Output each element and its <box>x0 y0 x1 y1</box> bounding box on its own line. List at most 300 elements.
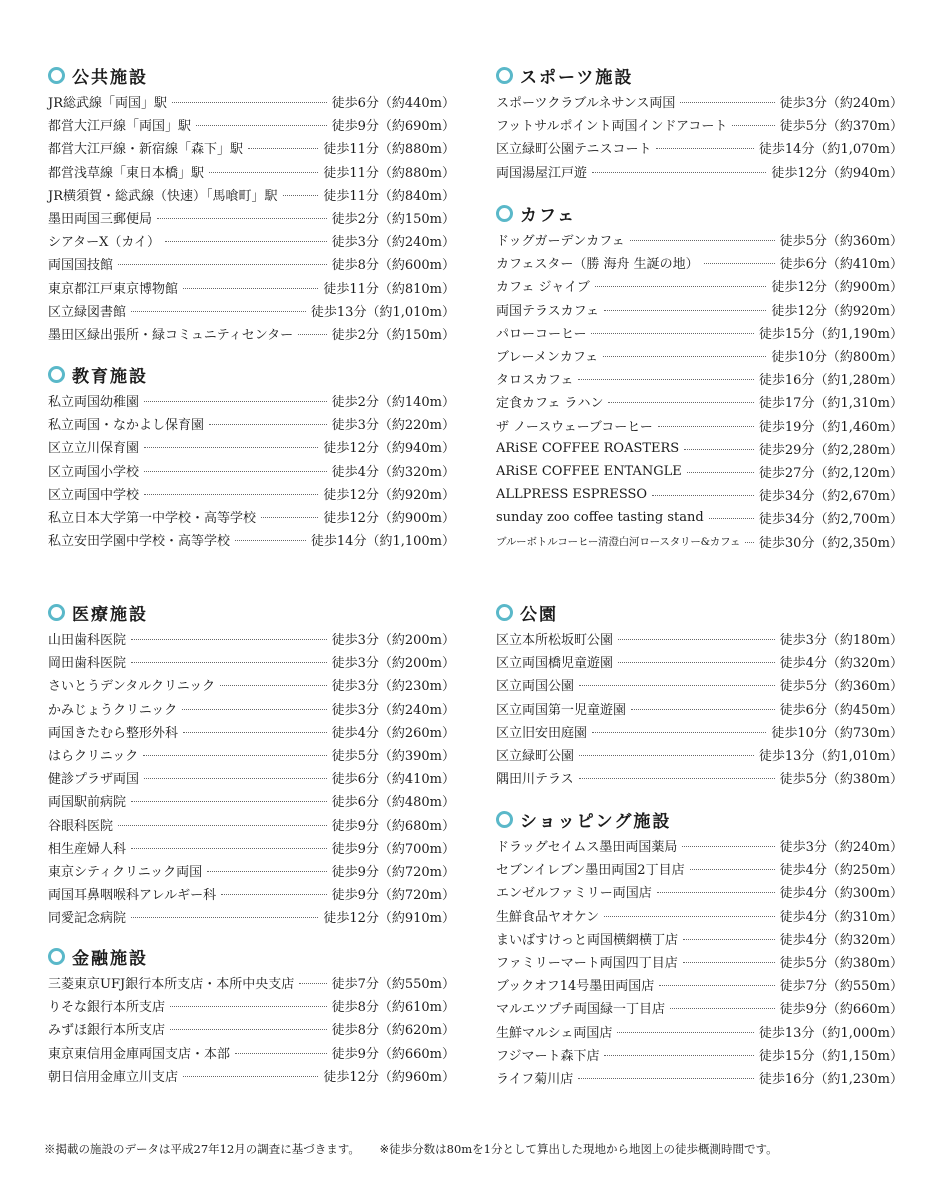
walk-distance: 徒歩3分（約200m） <box>331 633 455 649</box>
dot-leader <box>144 494 318 495</box>
walk-distance: 徒歩4分（約310m） <box>779 909 903 925</box>
walk-distance: 徒歩3分（約200m） <box>331 656 455 672</box>
walk-distance: 徒歩4分（約260m） <box>331 725 455 741</box>
facility-row <box>48 627 455 650</box>
facility-name: ALLPRESS ESPRESSO <box>496 487 648 503</box>
facility-name: 健診プラザ両国 <box>48 772 140 788</box>
dot-leader <box>131 801 327 802</box>
walk-distance: 徒歩13分（約1,010m） <box>758 749 903 765</box>
walk-distance: 徒歩12分（約910m） <box>323 911 455 927</box>
section-park <box>496 599 903 789</box>
dot-leader <box>235 1053 327 1054</box>
walk-distance: 徒歩6分（約450m） <box>779 702 903 718</box>
facility-row <box>496 697 903 720</box>
dot-leader <box>683 962 775 963</box>
dot-leader <box>657 892 775 893</box>
dot-leader <box>630 240 775 241</box>
walk-distance: 徒歩8分（約600m） <box>331 258 455 274</box>
ring-bullet-icon <box>496 604 513 621</box>
dot-leader <box>172 102 327 103</box>
facility-row <box>48 252 455 275</box>
facility-name: JR横須賀・総武線（快速）「馬喰町」駅 <box>48 188 278 204</box>
facility-row <box>48 882 455 905</box>
facility-name: 区立両国小学校 <box>48 464 140 480</box>
walk-distance: 徒歩5分（約380m） <box>779 772 903 788</box>
walk-distance: 徒歩3分（約220m） <box>331 418 455 434</box>
section-header <box>496 806 903 832</box>
dot-leader <box>118 825 327 826</box>
walk-distance: 徒歩4分（約320m） <box>779 932 903 948</box>
facility-row <box>496 228 903 251</box>
facility-row <box>496 1020 903 1043</box>
walk-distance: 徒歩12分（約940m） <box>771 165 903 181</box>
facility-name: パローコーヒー <box>496 326 587 342</box>
walk-distance: 徒歩4分（約300m） <box>779 886 903 902</box>
ring-bullet-icon <box>496 811 513 828</box>
section-medical <box>48 599 455 928</box>
section-title: 公園 <box>520 604 558 625</box>
walk-distance: 徒歩4分（約250m） <box>779 863 903 879</box>
facility-name: ARiSE COFFEE ROASTERS <box>496 440 680 456</box>
facility-name: 東京シティクリニック両国 <box>48 864 203 880</box>
walk-distance: 徒歩13分（約1,000m） <box>758 1025 903 1041</box>
walk-distance: 徒歩5分（約360m） <box>779 234 903 250</box>
facility-row <box>496 927 903 950</box>
walk-distance: 徒歩3分（約180m） <box>779 633 903 649</box>
facility-row <box>496 90 903 113</box>
facility-name: 私立安田学園中学校・高等学校 <box>48 534 231 550</box>
dot-leader <box>183 288 318 289</box>
walk-distance: 徒歩29分（約2,280m） <box>758 442 903 458</box>
facility-row <box>496 996 903 1019</box>
facility-name: シアターX（カイ） <box>48 235 160 251</box>
dot-leader <box>604 310 766 311</box>
facility-name: フットサルポイント両国インドアコート <box>496 119 728 135</box>
walk-distance: 徒歩5分（約380m） <box>779 956 903 972</box>
section-title: スポーツ施設 <box>520 67 634 88</box>
dot-leader <box>144 471 327 472</box>
section-header <box>48 943 455 969</box>
footer-note-walk-time: ※徒歩分数は80mを1分として算出した現地から地図上の徒歩概測時間です。 <box>379 1142 778 1156</box>
facility-row <box>496 367 903 390</box>
facility-name: 隅田川テラス <box>496 772 574 788</box>
walk-distance: 徒歩11分（約880m） <box>323 165 455 181</box>
walk-distance: 徒歩9分（約660m） <box>331 1046 455 1062</box>
walk-distance: 徒歩12分（約960m） <box>323 1069 455 1085</box>
facility-row <box>496 483 903 506</box>
facility-row <box>496 506 903 529</box>
facility-name: 同愛記念病院 <box>48 911 127 927</box>
walk-distance: 徒歩3分（約240m） <box>331 235 455 251</box>
facility-row <box>48 322 455 345</box>
facility-name: エンゼルファミリー両国店 <box>496 886 652 902</box>
walk-distance: 徒歩3分（約240m） <box>779 840 903 856</box>
walk-distance: 徒歩12分（約900m） <box>771 280 903 296</box>
walk-distance: 徒歩8分（約620m） <box>331 1023 455 1039</box>
walk-distance: 徒歩7分（約550m） <box>779 979 903 995</box>
walk-distance: 徒歩2分（約150m） <box>331 212 455 228</box>
dot-leader <box>579 685 775 686</box>
facility-name: フジマート森下店 <box>496 1048 600 1064</box>
walk-distance: 徒歩8分（約610m） <box>331 1000 455 1016</box>
facility-row <box>48 482 455 505</box>
section-cafe <box>496 200 903 553</box>
facility-row <box>48 836 455 859</box>
ring-bullet-icon <box>48 604 65 621</box>
facility-name: 両国テラスカフェ <box>496 303 599 319</box>
walk-distance: 徒歩5分（約360m） <box>779 679 903 695</box>
facility-name: 両国湯屋江戸遊 <box>496 165 588 181</box>
dot-leader <box>604 1055 753 1056</box>
dot-leader <box>656 148 753 149</box>
dot-leader <box>183 732 327 733</box>
dot-leader <box>131 662 327 663</box>
dot-leader <box>704 263 775 264</box>
facility-name: 岡田歯科医院 <box>48 656 127 672</box>
facility-name: ARiSE COFFEE ENTANGLE <box>496 463 682 479</box>
facility-name: 区立緑町公園 <box>496 749 575 765</box>
facility-row <box>496 720 903 743</box>
facility-name: りそな銀行本所支店 <box>48 1000 166 1016</box>
facility-row <box>496 673 903 696</box>
ring-bullet-icon <box>48 366 65 383</box>
facility-name: カフェ ジャイブ <box>496 280 590 296</box>
facility-name: 墨田両国三郵便局 <box>48 212 153 228</box>
facility-name: ドッグガーデンカフェ <box>496 234 625 250</box>
facility-name: ファミリーマート両国四丁目店 <box>496 956 678 972</box>
facility-row <box>48 994 455 1017</box>
facility-row <box>48 789 455 812</box>
facility-row <box>48 229 455 252</box>
ring-bullet-icon <box>496 67 513 84</box>
facility-row <box>496 627 903 650</box>
section-header <box>496 62 903 88</box>
facility-name: 谷眼科医院 <box>48 818 114 834</box>
section-header <box>496 200 903 226</box>
facility-name: ライフ菊川店 <box>496 1071 574 1087</box>
dot-leader <box>592 172 766 173</box>
dot-leader <box>658 426 754 427</box>
facility-row <box>48 459 455 482</box>
dot-leader <box>170 1029 327 1030</box>
section-sports <box>496 62 903 183</box>
facility-row <box>496 113 903 136</box>
walk-distance: 徒歩2分（約150m） <box>331 327 455 343</box>
dot-leader <box>209 424 327 425</box>
walk-distance: 徒歩13分（約1,010m） <box>310 304 455 320</box>
dot-leader <box>248 148 318 149</box>
dot-leader <box>143 755 326 756</box>
dot-leader <box>709 518 754 519</box>
footer-note-survey: ※掲載の施設のデータは平成27年12月の調査に基づきます。 <box>44 1142 360 1156</box>
facility-name: 区立本所松坂町公園 <box>496 633 614 649</box>
ring-bullet-icon <box>48 67 65 84</box>
walk-distance: 徒歩4分（約320m） <box>779 656 903 672</box>
dot-leader <box>604 916 774 917</box>
facility-row <box>496 950 903 973</box>
dot-leader <box>170 1006 327 1007</box>
facility-row <box>496 1043 903 1066</box>
walk-distance: 徒歩27分（約2,120m） <box>758 465 903 481</box>
facility-name: スポーツクラブルネサンス両国 <box>496 96 676 112</box>
dot-leader <box>131 917 318 918</box>
section-title: 教育施設 <box>72 366 148 387</box>
walk-distance: 徒歩7分（約550m） <box>331 977 455 993</box>
dot-leader <box>683 939 775 940</box>
dot-leader <box>595 286 766 287</box>
walk-distance: 徒歩9分（約680m） <box>331 818 455 834</box>
walk-distance: 徒歩5分（約390m） <box>331 749 455 765</box>
walk-distance: 徒歩5分（約370m） <box>779 119 903 135</box>
dot-leader <box>578 1078 754 1079</box>
facility-row <box>496 274 903 297</box>
facility-row <box>496 390 903 413</box>
facility-name: みずほ銀行本所支店 <box>48 1023 166 1039</box>
facility-name: 生鮮食品ヤオケン <box>496 909 600 925</box>
facility-row <box>496 973 903 996</box>
dot-leader <box>131 639 327 640</box>
walk-distance: 徒歩6分（約480m） <box>331 795 455 811</box>
facility-name: 両国きたむら整形外科 <box>48 725 179 741</box>
facility-row <box>48 528 455 551</box>
facility-name: 相生産婦人科 <box>48 841 127 857</box>
facility-name: 区立緑図書館 <box>48 304 127 320</box>
facility-name: ザ ノースウェーブコーヒー <box>496 419 653 435</box>
dot-leader <box>684 449 754 450</box>
facility-name: 三菱東京UFJ銀行本所支店・本所中央支店 <box>48 977 295 993</box>
walk-distance: 徒歩14分（約1,070m） <box>758 142 903 158</box>
dot-leader <box>579 778 775 779</box>
walk-distance: 徒歩10分（約730m） <box>771 725 903 741</box>
facility-row <box>48 1064 455 1087</box>
facility-name: 都営浅草線「東日本橋」駅 <box>48 165 205 181</box>
facility-name: ブックオフ14号墨田両国店 <box>496 979 655 995</box>
facility-name: タロスカフェ <box>496 373 574 389</box>
dot-leader <box>603 356 766 357</box>
facility-row <box>496 251 903 274</box>
facility-row <box>48 673 455 696</box>
section-public <box>48 62 455 345</box>
walk-distance: 徒歩16分（約1,230m） <box>758 1071 903 1087</box>
facility-name: かみじょうクリニック <box>48 702 178 718</box>
facility-name: さいとうデンタルクリニック <box>48 679 216 695</box>
section-header <box>496 599 903 625</box>
dot-leader <box>682 846 774 847</box>
facility-row <box>496 529 903 552</box>
walk-distance: 徒歩4分（約320m） <box>331 464 455 480</box>
dot-leader <box>118 264 327 265</box>
dot-leader <box>745 542 754 543</box>
facility-name: 墨田区緑出張所・緑コミュニティセンター <box>48 327 294 343</box>
dot-leader <box>687 472 754 473</box>
dot-leader <box>680 102 774 103</box>
dot-leader <box>659 985 774 986</box>
dot-leader <box>617 1032 753 1033</box>
facility-name: 生鮮マルシェ両国店 <box>496 1025 613 1041</box>
facility-row <box>48 113 455 136</box>
facility-row <box>48 183 455 206</box>
facility-row <box>48 905 455 928</box>
section-title: カフェ <box>520 205 577 226</box>
facility-name: 東京都江戸東京博物館 <box>48 281 179 297</box>
dot-leader <box>144 778 327 779</box>
walk-distance: 徒歩6分（約410m） <box>779 257 903 273</box>
dot-leader <box>631 709 775 710</box>
facility-row <box>496 344 903 367</box>
facility-name: 定食カフェ ラハン <box>496 396 604 412</box>
walk-distance: 徒歩15分（約1,190m） <box>758 326 903 342</box>
dot-leader <box>578 379 754 380</box>
facility-row <box>48 766 455 789</box>
facility-row <box>496 298 903 321</box>
facility-name: 両国駅前病院 <box>48 795 127 811</box>
facility-row <box>48 1041 455 1064</box>
facility-row <box>48 743 455 766</box>
facility-name: 私立日本大学第一中学校・高等学校 <box>48 511 257 527</box>
walk-distance: 徒歩11分（約810m） <box>323 281 455 297</box>
facility-row <box>48 650 455 673</box>
walk-distance: 徒歩9分（約700m） <box>331 841 455 857</box>
facility-name: カフェスター（勝 海舟 生誕の地） <box>496 257 699 273</box>
section-title: 金融施設 <box>72 948 148 969</box>
facility-row <box>48 813 455 836</box>
facility-name: 両国耳鼻咽喉科アレルギー科 <box>48 888 217 904</box>
walk-distance: 徒歩12分（約940m） <box>323 441 455 457</box>
walk-distance: 徒歩9分（約720m） <box>331 864 455 880</box>
facility-row <box>48 389 455 412</box>
section-title: 公共施設 <box>72 67 148 88</box>
facility-row <box>496 1066 903 1089</box>
walk-distance: 徒歩3分（約240m） <box>779 96 903 112</box>
facility-row <box>48 136 455 159</box>
ring-bullet-icon <box>496 205 513 222</box>
walk-distance: 徒歩9分（約690m） <box>331 119 455 135</box>
dot-leader <box>220 685 326 686</box>
facility-row <box>496 834 903 857</box>
walk-distance: 徒歩34分（約2,700m） <box>758 512 903 528</box>
dot-leader <box>670 1008 775 1009</box>
walk-distance: 徒歩17分（約1,310m） <box>758 396 903 412</box>
dot-leader <box>144 401 327 402</box>
section-education <box>48 361 455 551</box>
facility-name: ドラッグセイムス墨田両国薬局 <box>496 840 678 856</box>
facility-row <box>48 412 455 435</box>
section-title: 医療施設 <box>72 604 148 625</box>
dot-leader <box>732 125 774 126</box>
dot-leader <box>690 869 775 870</box>
walk-distance: 徒歩3分（約240m） <box>331 702 455 718</box>
facility-name: JR総武線「両国」駅 <box>48 96 167 112</box>
facility-row <box>48 505 455 528</box>
facility-row <box>48 1017 455 1040</box>
dot-leader <box>165 241 327 242</box>
facility-name: 都営大江戸線「両国」駅 <box>48 119 192 135</box>
walk-distance: 徒歩15分（約1,150m） <box>758 1048 903 1064</box>
dot-leader <box>591 333 753 334</box>
walk-distance: 徒歩6分（約440m） <box>331 96 455 112</box>
dot-leader <box>283 195 319 196</box>
ring-bullet-icon <box>48 948 65 965</box>
facility-name: セブンイレブン墨田両国2丁目店 <box>496 863 685 879</box>
facility-row <box>496 460 903 483</box>
facility-row <box>496 160 903 183</box>
walk-distance: 徒歩9分（約720m） <box>331 888 455 904</box>
walk-distance: 徒歩10分（約800m） <box>771 350 903 366</box>
dot-leader <box>592 732 766 733</box>
facility-row <box>496 437 903 460</box>
facility-name: sunday zoo coffee tasting stand <box>496 510 704 526</box>
facility-name: 区立両国第一児童遊園 <box>496 702 627 718</box>
facility-row <box>48 971 455 994</box>
facility-row <box>496 880 903 903</box>
facility-row <box>48 160 455 183</box>
dot-leader <box>618 662 775 663</box>
walk-distance: 徒歩12分（約920m） <box>771 303 903 319</box>
section-header <box>48 599 455 625</box>
facility-row <box>48 720 455 743</box>
walk-distance: 徒歩9分（約660m） <box>779 1002 903 1018</box>
dot-leader <box>183 1076 318 1077</box>
walk-distance: 徒歩30分（約2,350m） <box>758 535 903 551</box>
facility-name: 東京東信用金庫両国支店・本部 <box>48 1046 231 1062</box>
facility-row <box>496 904 903 927</box>
section-header <box>48 361 455 387</box>
facility-name: 都営大江戸線・新宿線「森下」駅 <box>48 142 244 158</box>
facility-row <box>496 743 903 766</box>
facility-name: 私立両国幼稚園 <box>48 395 140 411</box>
facility-name: まいばすけっと両国横網横丁店 <box>496 932 679 948</box>
facility-row <box>496 136 903 159</box>
facility-name: 区立両国公園 <box>496 679 575 695</box>
facility-name: マルエツプチ両国緑一丁目店 <box>496 1002 666 1018</box>
section-finance <box>48 943 455 1087</box>
walk-distance: 徒歩11分（約880m） <box>323 142 455 158</box>
facility-row <box>496 766 903 789</box>
dot-leader <box>182 709 326 710</box>
facility-name: 区立立川保育園 <box>48 441 140 457</box>
facility-name: 私立両国・なかよし保育園 <box>48 418 205 434</box>
facility-row <box>48 276 455 299</box>
facility-row <box>48 90 455 113</box>
dot-leader <box>157 218 327 219</box>
dot-leader <box>261 517 318 518</box>
walk-distance: 徒歩34分（約2,670m） <box>758 489 903 505</box>
dot-leader <box>131 848 327 849</box>
section-shopping <box>496 806 903 1089</box>
dot-leader <box>299 983 326 984</box>
facility-name: 区立緑町公園テニスコート <box>496 142 652 158</box>
walk-distance: 徒歩14分（約1,100m） <box>310 534 455 550</box>
dot-leader <box>235 540 306 541</box>
walk-distance: 徒歩2分（約140m） <box>331 395 455 411</box>
walk-distance: 徒歩16分（約1,280m） <box>758 373 903 389</box>
dot-leader <box>579 755 754 756</box>
dot-leader <box>196 125 327 126</box>
dot-leader <box>608 402 753 403</box>
walk-distance: 徒歩6分（約410m） <box>331 772 455 788</box>
facility-name: はらクリニック <box>48 749 139 765</box>
footer-notes <box>44 1141 914 1157</box>
walk-distance: 徒歩12分（約900m） <box>323 511 455 527</box>
dot-leader <box>652 495 754 496</box>
facility-name: 区立両国橋児童遊園 <box>496 656 614 672</box>
facility-row <box>496 650 903 673</box>
facility-row <box>496 857 903 880</box>
dot-leader <box>207 871 326 872</box>
walk-distance: 徒歩11分（約840m） <box>323 188 455 204</box>
dot-leader <box>618 639 775 640</box>
facility-row <box>496 414 903 437</box>
